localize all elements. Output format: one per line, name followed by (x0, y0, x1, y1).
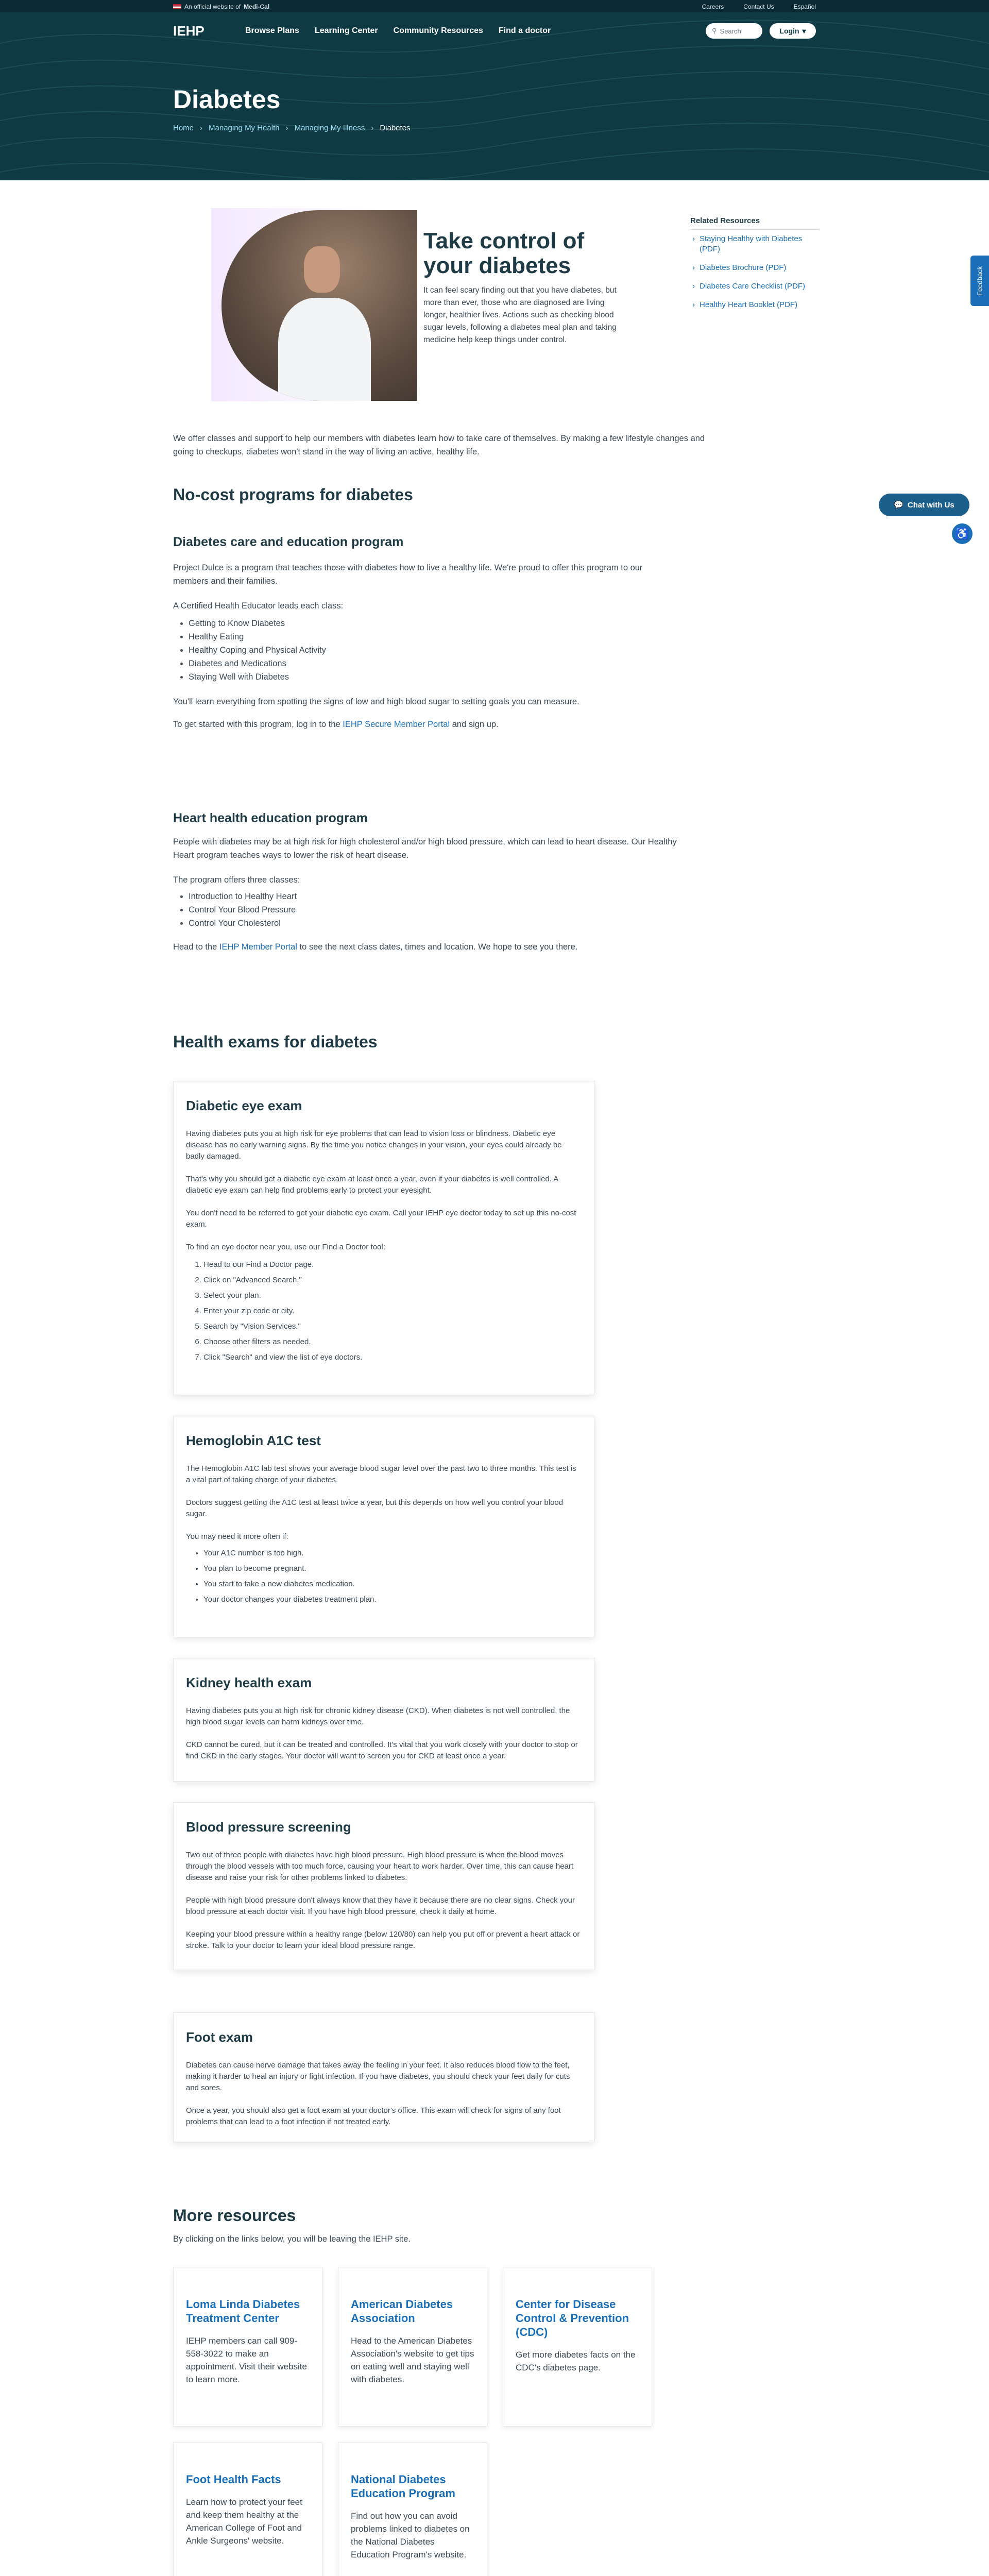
list-item: • Introduction to Healthy Heart (189, 890, 709, 903)
dcare-list (173, 617, 709, 684)
flag-icon (173, 4, 181, 9)
main-nav (173, 21, 816, 41)
heart-list (173, 890, 709, 930)
chat-icon: 💬 (894, 501, 903, 510)
card-text: You may need it more often if: (186, 1532, 288, 1541)
heart-p2: The program offers three classes: (173, 875, 300, 885)
gov-label: An official website of (184, 3, 241, 10)
card-text: People with high blood pressure don't always know that they have it because there are no clear signs. Check your blood pressure at each doctor visit. If you have high blood pressure, check it daily at home. (186, 1896, 575, 1916)
hero-text (423, 229, 623, 346)
list-item: • Healthy Eating (189, 630, 709, 643)
breadcrumb-managing-illness[interactable]: Managing My Illness (294, 124, 365, 132)
list-item: • Diabetes and Medications (189, 657, 709, 670)
resource-body: Learn how to protect your feet and keep them healthy at the American College of Foot and Ankle Surgeons' website. (186, 2497, 302, 2546)
more-resources-section (173, 2206, 709, 2246)
login-label: Login (779, 27, 799, 35)
list-item: 2. Click on "Advanced Search." (203, 1273, 582, 1288)
card-title: Hemoglobin A1C test (186, 1433, 321, 1448)
programs-section (173, 485, 709, 504)
contact-link[interactable]: Contact Us (743, 3, 774, 10)
dcare-title: Diabetes care and education program (173, 535, 404, 549)
foot-card (173, 2012, 594, 2142)
programs-title: No-cost programs for diabetes (173, 485, 413, 504)
dcare-p2: A Certified Health Educator leads each class: (173, 601, 344, 611)
related-link[interactable]: › Staying Healthy with Diabetes (PDF) (690, 230, 819, 259)
list-item: • Getting to Know Diabetes (189, 617, 709, 630)
nav-learning-center[interactable]: Learning Center (314, 26, 378, 35)
card-text: Diabetes can cause nerve damage that takes away the feeling in your feet. It also reduces blood flow to the feet, making it harder to heal an injury or fight infection. If you have diabetes, you should check your feet daily for cuts and sores. (186, 2061, 570, 2092)
kidney-card (173, 1658, 594, 1782)
resource-body: Head to the American Diabetes Association's website to get tips on eating well and staying well with diabetes. (351, 2336, 474, 2384)
card-title: Diabetic eye exam (186, 1098, 302, 1113)
list-item: 4. Enter your zip code or city. (203, 1303, 582, 1319)
a1c-card (173, 1416, 594, 1637)
list-item: 6. Choose other filters as needed. (203, 1334, 582, 1350)
heart-title: Heart health education program (173, 811, 368, 825)
resource-title[interactable]: American Diabetes Association (351, 2298, 453, 2325)
search-placeholder: Search (720, 27, 741, 35)
card-text: Having diabetes puts you at high risk for chronic kidney disease (CKD). When diabetes is not well controlled, the high blood sugar levels can harm kidneys over time. (186, 1706, 570, 1726)
logo-text: IEHP (173, 23, 204, 39)
chat-label: Chat with Us (907, 500, 954, 510)
breadcrumb-separator-icon: › (200, 124, 203, 132)
feedback-tab[interactable]: Feedback (970, 256, 989, 306)
resource-card[interactable] (173, 2442, 322, 2576)
member-portal-link[interactable]: IEHP Secure Member Portal (343, 720, 450, 729)
card-title: Foot exam (186, 2029, 253, 2045)
list-item: • Staying Well with Diabetes (189, 670, 709, 684)
heart-section (173, 811, 709, 954)
list-item: 5. Search by "Vision Services." (203, 1319, 582, 1334)
resource-title[interactable]: Foot Health Facts (186, 2473, 281, 2486)
related-resources (690, 216, 819, 314)
language-link[interactable]: Español (793, 3, 816, 10)
eye-steps (186, 1257, 582, 1365)
chevron-down-icon: ▾ (802, 26, 806, 35)
dcare-p4-text: To get started with this program, log in to the (173, 720, 343, 729)
careers-link[interactable]: Careers (702, 3, 724, 10)
resource-card[interactable] (503, 2267, 652, 2427)
resource-card[interactable] (338, 2442, 487, 2576)
nav-find-doctor[interactable]: Find a doctor (498, 26, 551, 35)
intro-section (173, 432, 709, 459)
list-item: 3. Select your plan. (203, 1288, 582, 1303)
iehp-logo[interactable] (173, 23, 231, 39)
breadcrumb-home[interactable]: Home (173, 124, 194, 132)
page-header (0, 12, 989, 180)
nav-browse-plans[interactable]: Browse Plans (245, 26, 299, 35)
resource-body: Find out how you can avoid problems linked to diabetes on the National Diabetes Education Program's website. (351, 2511, 470, 2560)
heart-p3 (173, 940, 709, 954)
heart-p1: People with diabetes may be at high risk for high cholesterol and/or high blood pressure, which can lead to heart disease. Our Healthy Heart program teaches ways to lower the risk of heart disease. (173, 837, 677, 860)
more-title: More resources (173, 2206, 296, 2225)
heart-p3-text-end: to see the next class dates, times and location. We hope to see you there. (297, 942, 578, 952)
nav-community-resources[interactable]: Community Resources (393, 26, 483, 35)
card-text: You don't need to be referred to get your diabetic eye exam. Call your IEHP eye doctor today to set up this no-cost exam. (186, 1209, 576, 1229)
resource-title[interactable]: Loma Linda Diabetes Treatment Center (186, 2298, 300, 2325)
card-text: CKD cannot be cured, but it can be treated and controlled. It's vital that you work closely with your doctor to stop or find CKD in the early stages. Your doctor will want to screen you for CKD at least once a year. (186, 1740, 578, 1760)
list-item: • Your doctor changes your diabetes treatment plan. (203, 1592, 582, 1607)
list-item: • Control Your Blood Pressure (189, 903, 709, 917)
card-text: Keeping your blood pressure within a healthy range (below 120/80) can help you put off or prevent a heart attack or stroke. Talk to your doctor to learn your ideal blood pressure range. (186, 1930, 580, 1950)
search-input[interactable] (706, 23, 762, 39)
hero-body: It can feel scary finding out that you have diabetes, but more than ever, those who are diagnosed are living longer, healthier lives. Actions such as checking blood sugar levels, following a diabetes meal plan and taking medicine help keep things under control. (423, 286, 617, 344)
a1c-list (186, 1546, 582, 1607)
breadcrumb-managing-health[interactable]: Managing My Health (209, 124, 280, 132)
dcare-p1: Project Dulce is a program that teaches those with diabetes how to live a healthy life. We're proud to offer this program to our members and their families. (173, 563, 643, 586)
breadcrumb-separator-icon: › (285, 124, 288, 132)
hero-photo (221, 210, 417, 401)
resource-card[interactable] (338, 2267, 487, 2427)
card-text: Two out of three people with diabetes have high blood pressure. High blood pressure is when the blood moves through the blood vessels with too much force, causing your heart to work harder. Over time, this can cause heart disease and raise your risk for other problems linked to diabetes. (186, 1851, 574, 1882)
card-title: Blood pressure screening (186, 1819, 351, 1835)
accessibility-icon[interactable]: ♿ (952, 523, 973, 544)
breadcrumb (173, 124, 411, 132)
page-title: Diabetes (173, 85, 281, 114)
list-item: • You start to take a new diabetes medication. (203, 1577, 582, 1592)
related-link[interactable]: › Diabetes Care Checklist (PDF) (690, 277, 819, 296)
breadcrumb-separator-icon: › (371, 124, 374, 132)
login-button[interactable] (770, 23, 816, 39)
resource-card[interactable] (173, 2267, 322, 2427)
more-note: By clicking on the links below, you will be leaving the IEHP site. (173, 2234, 411, 2244)
resource-body: Get more diabetes facts on the CDC's diabetes page. (516, 2350, 636, 2372)
chat-button[interactable] (879, 494, 969, 516)
dcare-p4-text-end: and sign up. (450, 720, 499, 729)
exams-section (173, 1032, 709, 1052)
card-text: Once a year, you should also get a foot exam at your doctor's office. This exam will check for signs of any foot problems that can lead to a foot infection if not treated early. (186, 2106, 561, 2126)
resource-title[interactable]: National Diabetes Education Program (351, 2473, 455, 2500)
heart-p3-text: Head to the (173, 942, 219, 952)
bp-card (173, 1802, 594, 1970)
related-title: Related Resources (690, 216, 819, 230)
card-text: Doctors suggest getting the A1C test at least twice a year, but this depends on how well you control your blood sugar. (186, 1498, 564, 1518)
list-item: • Your A1C number is too high. (203, 1546, 582, 1561)
related-link[interactable]: › Healthy Heart Booklet (PDF) (690, 296, 819, 314)
resource-body: IEHP members can call 909-558-3022 to make an appointment. Visit their website to learn more. (186, 2336, 307, 2384)
list-item: • You plan to become pregnant. (203, 1561, 582, 1577)
eye-exam-card (173, 1081, 594, 1395)
resource-title[interactable]: Center for Disease Control & Prevention (CDC) (516, 2298, 629, 2338)
top-utility-bar (0, 0, 989, 12)
gov-banner (173, 3, 269, 10)
intro-text: We offer classes and support to help our members with diabetes learn how to take care of themselves. By making a few lifestyle changes and going to checkups, diabetes won't stand in the way of living an active, healthy life. (173, 434, 705, 456)
card-text: To find an eye doctor near you, use our Find a Doctor tool: (186, 1243, 385, 1251)
list-item: 1. Head to our Find a Doctor page. (203, 1257, 582, 1273)
dcare-section (173, 535, 709, 731)
card-text: That's why you should get a diabetic eye exam at least once a year, even if your diabetes is well controlled. A diabetic eye exam can help find problems early to protect your eyesight. (186, 1175, 558, 1195)
list-item: • Control Your Cholesterol (189, 917, 709, 930)
dcare-p4 (173, 718, 709, 731)
search-icon: ⚲ (712, 27, 717, 35)
card-text: The Hemoglobin A1C lab test shows your average blood sugar level over the past two to three months. This test is a vital part of taking charge of your diabetes. (186, 1464, 576, 1484)
list-item: • Healthy Coping and Physical Activity (189, 643, 709, 657)
card-text: Having diabetes puts you at high risk for eye problems that can lead to vision loss or blindness. Diabetic eye disease has no early warning signs. By the time you notice changes in your vision, your eyes could already be badly damaged. (186, 1129, 562, 1161)
hero-heading: Take control of your diabetes (423, 228, 585, 278)
dcare-p3: You'll learn everything from spotting the signs of low and high blood sugar to setting goals you can measure. (173, 697, 579, 706)
related-link[interactable]: › Diabetes Brochure (PDF) (690, 259, 819, 277)
breadcrumb-current: Diabetes (380, 124, 411, 132)
exams-title: Health exams for diabetes (173, 1032, 378, 1051)
gov-label-2[interactable]: Medi-Cal (244, 3, 270, 10)
list-item: 7. Click "Search" and view the list of eye doctors. (203, 1350, 582, 1365)
card-title: Kidney health exam (186, 1675, 312, 1690)
member-portal-link[interactable]: IEHP Member Portal (219, 942, 297, 952)
